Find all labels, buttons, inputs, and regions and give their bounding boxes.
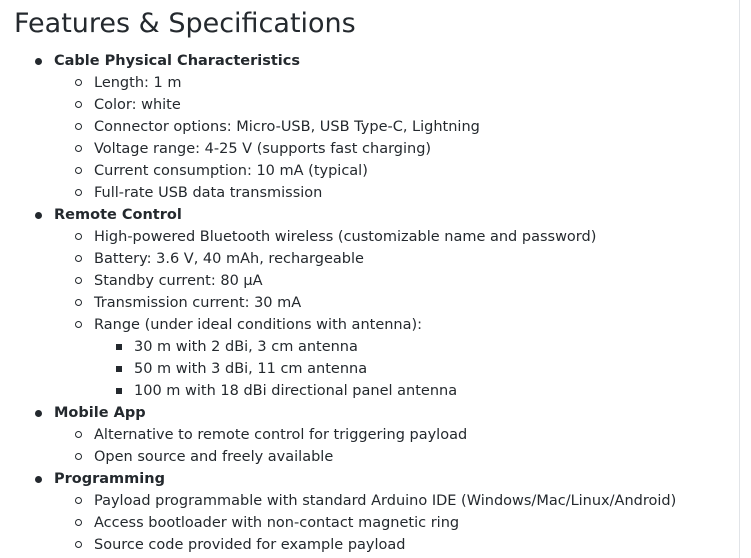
list-item-text: High-powered Bluetooth wireless (customizable name and password) [94, 229, 597, 245]
circle-bullet-icon [75, 255, 82, 262]
sub-list-item-text: 100 m with 18 dBi directional panel antenna [134, 383, 458, 399]
list-item-text: Length: 1 m [94, 75, 182, 91]
circle-bullet-icon [75, 189, 82, 196]
list-item [0, 138, 676, 160]
disc-bullet-icon [35, 212, 42, 219]
section-title: Programming [54, 471, 165, 487]
list-item [0, 270, 676, 292]
circle-bullet-icon [75, 277, 82, 284]
list-item-text: Current consumption: 10 mA (typical) [94, 163, 368, 179]
list-item-text: Color: white [94, 97, 181, 113]
section-heading [0, 468, 676, 490]
list-item-text: Battery: 3.6 V, 40 mAh, rechargeable [94, 251, 364, 267]
circle-bullet-icon [75, 101, 82, 108]
list-item [0, 424, 676, 446]
section-title: Remote Control [54, 207, 182, 223]
list-item [0, 226, 676, 248]
section-heading [0, 402, 676, 424]
list-item-text: Access bootloader with non-contact magnetic ring [94, 515, 460, 531]
square-bullet-icon [116, 388, 122, 394]
list-item-text: Full-rate USB data transmission [94, 185, 323, 201]
sub-list-item-text: 30 m with 2 dBi, 3 cm antenna [134, 339, 358, 355]
list-item-text: Open source and freely available [94, 449, 334, 465]
circle-bullet-icon [75, 79, 82, 86]
list-item [0, 182, 676, 204]
list-item-text: Standby current: 80 µA [94, 273, 263, 289]
circle-bullet-icon [75, 497, 82, 504]
list-item-text: Connector options: Micro-USB, USB Type-C, Lightning [94, 119, 480, 135]
list-item [0, 314, 676, 336]
disc-bullet-icon [35, 476, 42, 483]
circle-bullet-icon [75, 167, 82, 174]
list-item-text: Payload programmable with standard Arduino IDE (Windows/Mac/Linux/Android) [94, 493, 677, 509]
list-item [0, 490, 676, 512]
circle-bullet-icon [75, 299, 82, 306]
list-item [0, 72, 676, 94]
list-item [0, 292, 676, 314]
list-item [0, 446, 676, 468]
list-item [0, 116, 676, 138]
list-item [0, 512, 676, 534]
section-title: Mobile App [54, 405, 146, 421]
circle-bullet-icon [75, 519, 82, 526]
square-bullet-icon [116, 344, 122, 350]
circle-bullet-icon [75, 541, 82, 548]
list-item [0, 248, 676, 270]
section-heading [0, 204, 676, 226]
list-item-text: Alternative to remote control for triggering payload [94, 427, 468, 443]
circle-bullet-icon [75, 233, 82, 240]
circle-bullet-icon [75, 453, 82, 460]
section-heading [0, 50, 676, 72]
list-item-text: Source code provided for example payload [94, 537, 406, 553]
disc-bullet-icon [35, 410, 42, 417]
square-bullet-icon [116, 366, 122, 372]
section-title: Cable Physical Characteristics [54, 53, 300, 69]
list-item-text: Transmission current: 30 mA [94, 295, 302, 311]
sub-list-item [0, 358, 676, 380]
page-title: Features & Specifications [14, 8, 356, 39]
list-item [0, 160, 676, 182]
circle-bullet-icon [75, 123, 82, 130]
spec-list [0, 50, 676, 556]
sub-list-item [0, 380, 676, 402]
scrollbar-track[interactable] [741, 0, 751, 558]
circle-bullet-icon [75, 321, 82, 328]
circle-bullet-icon [75, 431, 82, 438]
list-item [0, 534, 676, 556]
list-item-text: Range (under ideal conditions with antenna): [94, 317, 423, 333]
sub-list-item-text: 50 m with 3 dBi, 11 cm antenna [134, 361, 368, 377]
list-item [0, 94, 676, 116]
list-item-text: Voltage range: 4-25 V (supports fast charging) [94, 141, 432, 157]
sub-list-item [0, 336, 676, 358]
disc-bullet-icon [35, 58, 42, 65]
circle-bullet-icon [75, 145, 82, 152]
